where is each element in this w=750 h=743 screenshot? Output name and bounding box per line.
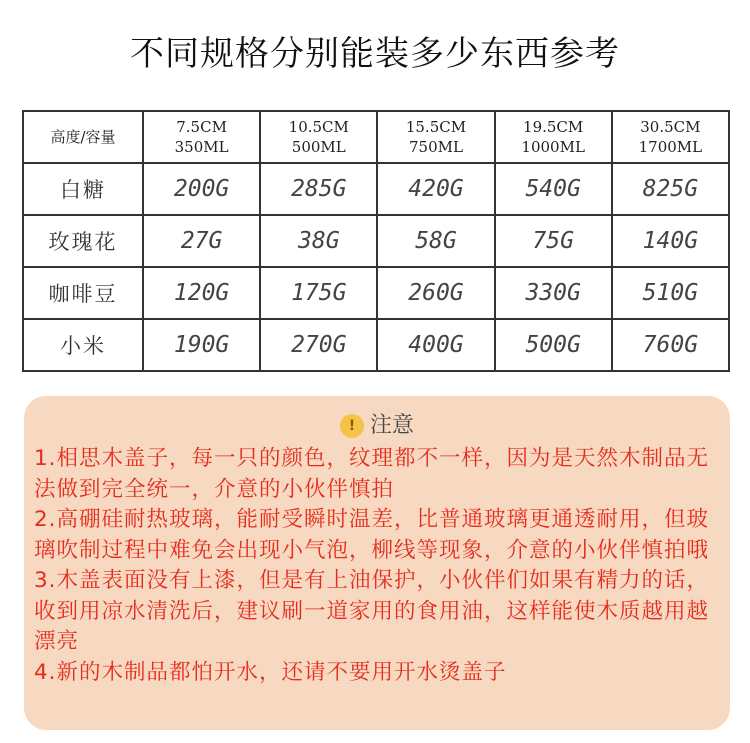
table-row: [23, 267, 729, 319]
notice-panel: [24, 396, 730, 730]
notice-heading: [24, 408, 730, 439]
column-volume: 500ML: [291, 138, 346, 156]
cell-value: 760G: [612, 319, 729, 371]
notice-item: 4.新的木制品都怕开水，还请不要用开水烫盖子: [34, 659, 507, 685]
cell-value: 140G: [612, 215, 729, 267]
page-title: 不同规格分别能装多少东西参考: [130, 34, 620, 74]
column-header: [495, 111, 612, 163]
notice-item: 2.高硼硅耐热玻璃，能耐受瞬时温差，比普通玻璃更通透耐用，但玻璃吹制过程中难免会出现小气泡，柳线等现象，介意的小伙伴慎拍哦: [34, 507, 710, 563]
table-header-row: [23, 111, 729, 163]
cell-value: 200G: [143, 163, 260, 215]
row-label: 小米: [23, 319, 143, 371]
column-height: 15.5CM: [405, 118, 467, 136]
column-volume: 750ML: [408, 138, 463, 156]
notice-item: 1.相思木盖子，每一只的颜色，纹理都不一样，因为是天然木制品无法做到完全统一，介意的小伙伴慎拍: [34, 446, 710, 502]
row-label: 玫瑰花: [23, 215, 143, 267]
cell-value: 27G: [143, 215, 260, 267]
column-height: 7.5CM: [176, 118, 227, 136]
column-volume: 1700ML: [638, 138, 703, 156]
column-header: [143, 111, 260, 163]
cell-value: 190G: [143, 319, 260, 371]
capacity-table: [22, 110, 730, 372]
table-row: [23, 163, 729, 215]
corner-header: 高度/容量: [23, 111, 143, 163]
cell-value: 260G: [377, 267, 494, 319]
table-row: [23, 215, 729, 267]
notice-heading-text: 注意: [369, 413, 414, 438]
column-header: [260, 111, 377, 163]
cell-value: 285G: [260, 163, 377, 215]
cell-value: 330G: [495, 267, 612, 319]
row-label: 咖啡豆: [23, 267, 143, 319]
column-volume: 350ML: [174, 138, 229, 156]
cell-value: 510G: [612, 267, 729, 319]
warning-icon: !: [340, 414, 364, 438]
cell-value: 38G: [260, 215, 377, 267]
column-volume: 1000ML: [521, 138, 585, 156]
column-height: 10.5CM: [288, 118, 349, 136]
cell-value: 175G: [260, 267, 377, 319]
table-row: [23, 319, 729, 371]
row-label: 白糖: [23, 163, 143, 215]
notice-item: 3.木盖表面没有上漆，但是有上油保护，小伙伴们如果有精力的话，收到用凉水清洗后，建议刷一道家用的食用油，这样能使木质越用越漂亮: [34, 568, 710, 654]
cell-value: 420G: [377, 163, 494, 215]
cell-value: 825G: [612, 163, 729, 215]
cell-value: 270G: [260, 319, 377, 371]
cell-value: 540G: [495, 163, 612, 215]
cell-value: 120G: [143, 267, 260, 319]
cell-value: 75G: [495, 215, 612, 267]
column-height: 19.5CM: [523, 118, 584, 136]
notice-body: [34, 444, 724, 688]
column-header: [377, 111, 494, 163]
column-header: [612, 111, 729, 163]
cell-value: 58G: [377, 215, 494, 267]
cell-value: 400G: [377, 319, 494, 371]
cell-value: 500G: [495, 319, 612, 371]
column-height: 30.5CM: [640, 118, 701, 136]
